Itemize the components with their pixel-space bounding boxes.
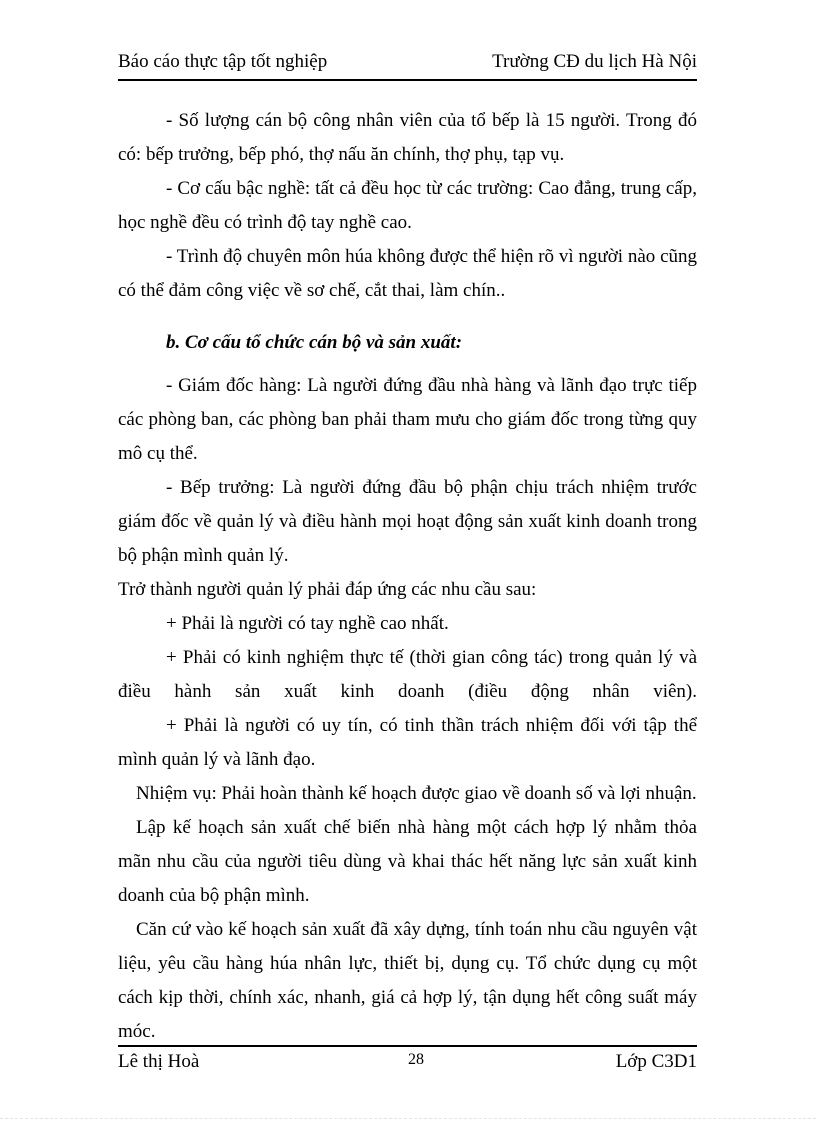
- requirement-item: + Phải có kinh nghiệm thực tế (thời gian công tác) trong quản lý và điều hành sản xuất kinh doanh (điều động nhân viên).: [118, 647, 697, 702]
- footer-author: Lê thị Hoà: [118, 1051, 200, 1072]
- header-right: Trường CĐ du lịch Hà Nội: [492, 51, 697, 72]
- header-rule: [118, 79, 697, 81]
- footer-rule: [118, 1045, 697, 1047]
- paragraph-staff-count: - Số lượng cán bộ công nhân viên của tổ bếp là 15 người. Trong đó có: bếp trưởng, bếp phó, thợ nấu ăn chính, thợ phụ, tạp vụ.: [118, 110, 697, 165]
- requirement-item: + Phải là người có tay nghề cao nhất.: [166, 613, 449, 634]
- paragraph-expertise: - Trình độ chuyên môn húa không được thể hiện rõ vì người nào cũng có thể đảm công việc về sơ chế, cắt thai, làm chín..: [118, 246, 697, 301]
- page-body: [118, 104, 697, 1049]
- page-edge: [0, 1118, 816, 1119]
- requirement-item: + Phải là người có uy tín, có tinh thần trách nhiệm đối với tập thể mình quản lý và lãnh đạo.: [118, 715, 697, 770]
- page-number: 28: [408, 1051, 424, 1068]
- paragraph-head-chef: - Bếp trưởng: Là người đứng đầu bộ phận chịu trách nhiệm trước giám đốc về quản lý và điều hành mọi hoạt động sản xuất kinh doanh trong bộ phận mình quản lý.: [118, 477, 697, 566]
- paragraph-materials: Căn cứ vào kế hoạch sản xuất đã xây dựng, tính toán nhu cầu nguyên vật liệu, yêu cầu hàng húa nhân lực, thiết bị, dụng cụ. Tổ chức dụng cụ một cách kịp thời, chính xác, nhanh, giá cả hợp lý, tận dụng hết công suất máy móc.: [118, 919, 697, 1042]
- paragraph-requirements-intro: Trở thành người quản lý phải đáp ứng các nhu cầu sau:: [118, 579, 537, 600]
- footer-class: Lớp C3D1: [615, 1051, 697, 1072]
- paragraph-planning: Lập kế hoạch sản xuất chế biến nhà hàng một cách hợp lý nhằm thỏa mãn nhu cầu của người tiêu dùng và khai thác hết năng lực sản xuất kinh doanh của bộ phận mình.: [118, 817, 697, 906]
- paragraph-director: - Giám đốc hàng: Là người đứng đầu nhà hàng và lãnh đạo trực tiếp các phòng ban, các phòng ban phải tham mưu cho giám đốc trong từng quy mô cụ thể.: [118, 375, 697, 464]
- paragraph-skill-structure: - Cơ cấu bậc nghề: tất cả đều học từ các trường: Cao đẳng, trung cấp, học nghề đều có trình độ tay nghề cao.: [118, 178, 697, 233]
- header-left: Báo cáo thực tập tốt nghiệp: [118, 51, 328, 72]
- page-header: [118, 51, 697, 79]
- section-heading: b. Cơ cấu tổ chức cán bộ và sản xuất:: [166, 332, 463, 353]
- paragraph-duties: Nhiệm vụ: Phải hoàn thành kế hoạch được giao về doanh số và lợi nhuận.: [136, 783, 697, 804]
- page-footer: [118, 1051, 697, 1075]
